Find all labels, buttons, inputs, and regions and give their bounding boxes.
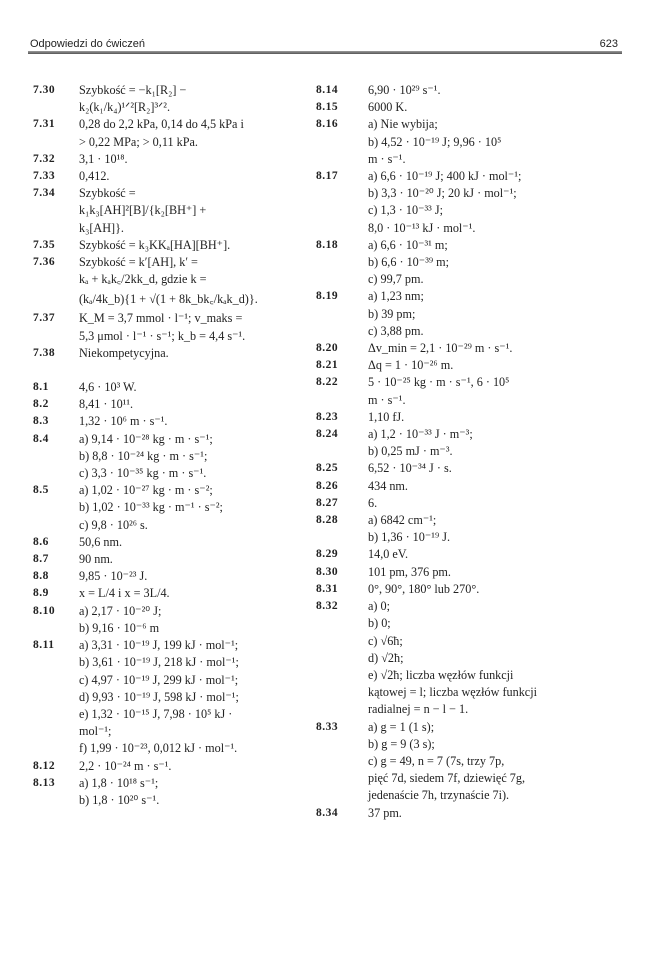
answer-line: a) 3,31 · 10⁻¹⁹ J, 199 kJ · mol⁻¹; (79, 638, 239, 653)
answer-text (368, 116, 616, 168)
answer-entry (33, 237, 305, 254)
answer-line: 8,41 · 10¹¹. (79, 397, 134, 412)
exercise-number: 8.2 (33, 398, 49, 411)
answer-line: 0°, 90°, 180° lub 270°. (368, 581, 480, 596)
answer-line: 5,3 μmol · l⁻¹ · s⁻¹; k_b = 4,4 s⁻¹. (79, 328, 246, 343)
answer-line: k₂(k₁/k₄)¹ᐟ²[R₂]³ᐟ². (79, 100, 171, 115)
exercise-number: 8.15 (316, 101, 339, 114)
answer-line: 434 nm. (368, 478, 408, 493)
answer-text (79, 310, 305, 344)
answer-line: 90 nm. (79, 552, 113, 567)
exercise-number: 8.10 (33, 604, 56, 617)
exercise-number: 8.28 (316, 514, 339, 527)
answer-line: b) 9,16 · 10⁻⁶ m (79, 620, 160, 635)
answer-entry (316, 598, 616, 718)
answer-line: e) √2ħ; liczba węzłów funkcji (368, 667, 514, 682)
answer-entry (33, 379, 305, 396)
answer-line: b) 1,02 · 10⁻³³ kg · m⁻¹ · s⁻²; (79, 500, 223, 515)
answer-line: m · s⁻¹. (368, 151, 406, 166)
exercise-number: 7.37 (33, 312, 56, 325)
exercise-number: 8.4 (33, 432, 49, 445)
answer-text (368, 99, 616, 116)
answer-text (79, 568, 305, 585)
answer-line: jedenaście 7h, trzynaście 7i). (368, 788, 510, 803)
answer-entry (33, 151, 305, 168)
answer-entry (33, 310, 305, 344)
answer-entry (316, 495, 616, 512)
answer-line: (kₐ/4k_b){1 + √(1 + 8k_bk꜀/kₐk_d)}. (79, 292, 258, 307)
answer-text (368, 598, 616, 718)
answer-text (79, 168, 305, 185)
exercise-number: 8.21 (316, 359, 339, 372)
answer-entry (316, 546, 616, 563)
answer-line: 37 pm. (368, 805, 402, 820)
answer-line: mol⁻¹; (79, 724, 112, 739)
answer-text (79, 254, 305, 310)
answer-line: > 0,22 MPa; > 0,11 kPa. (79, 134, 198, 149)
answer-line: b) 1,8 · 10²⁰ s⁻¹. (79, 792, 160, 807)
answer-entry (33, 568, 305, 585)
exercise-number: 7.34 (33, 187, 56, 200)
answer-text (368, 805, 616, 822)
answer-line: Δq = 1 · 10⁻²⁶ m. (368, 358, 454, 373)
answer-text (368, 460, 616, 477)
answer-line: 6. (368, 495, 378, 510)
exercise-number: 8.5 (33, 484, 49, 497)
answer-text (368, 357, 616, 374)
answer-entry (316, 564, 616, 581)
exercise-number: 8.24 (316, 428, 339, 441)
answer-text (79, 82, 305, 116)
answer-text (79, 151, 305, 168)
answer-text (368, 546, 616, 563)
answer-line: a) 1,02 · 10⁻²⁷ kg · m · s⁻²; (79, 483, 213, 498)
answer-entry (316, 82, 616, 99)
answer-entry (316, 168, 616, 237)
answer-line: d) √2ħ; (368, 650, 404, 665)
answer-text (79, 603, 305, 637)
answer-entry (33, 82, 305, 116)
answer-line: d) 9,93 · 10⁻¹⁹ J, 598 kJ · mol⁻¹; (79, 689, 239, 704)
answer-line: k₃[AH]}. (79, 220, 124, 235)
exercise-number: 8.29 (316, 548, 339, 561)
answer-text (79, 758, 305, 775)
answer-text (368, 82, 616, 99)
answer-entry (316, 719, 616, 805)
answer-text (368, 564, 616, 581)
answer-text (79, 585, 305, 602)
answer-line: Szybkość = (79, 186, 136, 201)
section-gap (33, 362, 305, 379)
exercise-number: 8.14 (316, 84, 339, 96)
answer-entry (33, 396, 305, 413)
exercise-number: 7.32 (33, 152, 56, 165)
exercise-number: 8.17 (316, 170, 339, 183)
answer-text (368, 340, 616, 357)
answer-entry (316, 581, 616, 598)
answer-text (368, 478, 616, 495)
exercise-number: 8.22 (316, 376, 339, 389)
answer-line: 6,90 · 10²⁹ s⁻¹. (368, 83, 441, 97)
answer-text (79, 237, 305, 254)
answer-line: e) 1,32 · 10⁻¹⁵ J, 7,98 · 10⁵ kJ · (79, 706, 233, 721)
exercise-number: 8.19 (316, 290, 339, 303)
answer-text (79, 345, 305, 362)
answer-entry (33, 185, 305, 237)
answer-line: 0,412. (79, 169, 110, 184)
answer-text (79, 413, 305, 430)
answer-entry (33, 431, 305, 483)
answer-entry (33, 637, 305, 757)
answer-entry (316, 288, 616, 340)
answer-entry (316, 478, 616, 495)
exercise-number: 8.3 (33, 415, 49, 428)
exercise-number: 8.16 (316, 118, 339, 131)
answer-text (368, 581, 616, 598)
answer-text (368, 719, 616, 805)
answer-text (368, 374, 616, 408)
answer-entry (316, 426, 616, 460)
exercise-number: 8.34 (316, 806, 339, 819)
answer-line: b) 0,25 mJ · m⁻³. (368, 444, 453, 459)
header-title: Odpowiedzi do ćwiczeń (30, 38, 145, 50)
answer-line: b) 39 pm; (368, 306, 416, 321)
answer-line: x = L/4 i x = 3L/4. (79, 586, 170, 601)
answer-line: a) 9,14 · 10⁻²⁸ kg · m · s⁻¹; (79, 431, 213, 446)
answer-line: c) 1,3 · 10⁻³³ J; (368, 203, 444, 218)
answer-line: c) g = 49, n = 7 (7s, trzy 7p, (368, 753, 505, 768)
answer-text (368, 168, 616, 237)
answer-entry (33, 482, 305, 534)
exercise-number: 7.36 (33, 256, 56, 269)
answer-line: b) 8,8 · 10⁻²⁴ kg · m · s⁻¹; (79, 448, 208, 463)
page-number: 623 (599, 38, 618, 50)
answer-text (79, 775, 305, 809)
answer-line: 2,2 · 10⁻²⁴ m · s⁻¹. (79, 758, 172, 773)
answer-entry (33, 413, 305, 430)
answer-line: Δv_min = 2,1 · 10⁻²⁹ m · s⁻¹. (368, 341, 513, 356)
answer-line: a) 0; (368, 599, 390, 614)
answer-line: 8,0 · 10⁻¹³ kJ · mol⁻¹. (368, 220, 476, 235)
answer-line: b) 6,6 · 10⁻³⁹ m; (368, 255, 450, 270)
answer-line: k₁k₃[AH]²[B]/{k₂[BH⁺] + (79, 203, 207, 218)
answer-entry (33, 254, 305, 310)
answer-entry (33, 585, 305, 602)
answer-line: b) g = 9 (3 s); (368, 736, 435, 751)
answer-text (368, 237, 616, 289)
answer-line: b) 4,52 · 10⁻¹⁹ J; 9,96 · 10⁵ (368, 134, 502, 149)
answer-entry (33, 758, 305, 775)
answer-line: 101 pm, 376 pm. (368, 564, 451, 579)
answer-line: Szybkość = −k₁[R₂] − (79, 83, 187, 97)
answer-entry (33, 116, 305, 150)
exercise-number: 8.18 (316, 238, 339, 251)
answer-line: 14,0 eV. (368, 547, 409, 562)
answer-line: c) 3,88 pm. (368, 323, 424, 338)
answer-line: 3,1 · 10¹⁸. (79, 151, 128, 166)
answer-line: 1,32 · 10⁶ m · s⁻¹. (79, 414, 168, 429)
answer-line: f) 1,99 · 10⁻²³, 0,012 kJ · mol⁻¹. (79, 741, 238, 756)
answer-line: c) 99,7 pm. (368, 272, 424, 287)
exercise-number: 8.6 (33, 535, 49, 548)
answer-line: Szybkość = k′[AH], k′ = (79, 255, 198, 270)
exercise-number: 8.27 (316, 496, 339, 509)
answer-entry (316, 357, 616, 374)
answer-entry (33, 345, 305, 362)
exercise-number: 8.13 (33, 776, 56, 789)
exercise-number: 8.23 (316, 410, 339, 423)
exercise-number: 8.9 (33, 587, 49, 600)
answer-line: b) 3,61 · 10⁻¹⁹ J, 218 kJ · mol⁻¹; (79, 655, 239, 670)
answer-line: 6,52 · 10⁻³⁴ J · s. (368, 461, 452, 476)
answer-entry (33, 534, 305, 551)
exercise-number: 8.26 (316, 479, 339, 492)
exercise-number: 8.1 (33, 381, 49, 394)
answer-text (368, 426, 616, 460)
answer-entry (316, 460, 616, 477)
answer-text (79, 482, 305, 534)
exercise-number: 8.12 (33, 759, 56, 772)
answer-text (79, 551, 305, 568)
answer-line: a) 2,17 · 10⁻²⁰ J; (79, 603, 162, 618)
answer-line: 4,6 · 10³ W. (79, 380, 137, 395)
exercise-number: 8.8 (33, 570, 49, 583)
answer-line: a) 6,6 · 10⁻¹⁹ J; 400 kJ · mol⁻¹; (368, 169, 522, 184)
answer-entry (33, 603, 305, 637)
answer-line: b) 3,3 · 10⁻²⁰ J; 20 kJ · mol⁻¹; (368, 186, 517, 201)
answer-line: a) 1,8 · 10¹⁸ s⁻¹; (79, 775, 159, 790)
answer-text (79, 185, 305, 237)
left-column (33, 82, 305, 809)
answer-line: pięć 7d, siedem 7f, dziewięć 7g, (368, 771, 526, 786)
exercise-number: 8.32 (316, 600, 339, 613)
right-column (316, 82, 616, 822)
answer-entry (33, 168, 305, 185)
answer-line: 9,85 · 10⁻²³ J. (79, 569, 148, 584)
exercise-number: 7.31 (33, 118, 56, 131)
answer-line: Niekompetycyjna. (79, 345, 169, 360)
answer-line: a) 1,23 nm; (368, 289, 424, 304)
running-header (30, 30, 618, 50)
answer-line: c) 4,97 · 10⁻¹⁹ J, 299 kJ · mol⁻¹; (79, 672, 239, 687)
answer-line: kątowej = l; liczba węzłów funkcji (368, 685, 537, 700)
exercise-number: 8.30 (316, 565, 339, 578)
answer-entry (316, 116, 616, 168)
answer-line: 1,10 fJ. (368, 409, 405, 424)
answer-entry (316, 374, 616, 408)
exercise-number: 8.31 (316, 582, 339, 595)
answer-line: b) 1,36 · 10⁻¹⁹ J. (368, 530, 451, 545)
answer-line: c) √6ħ; (368, 633, 403, 648)
answer-line: c) 9,8 · 10²⁶ s. (79, 517, 148, 532)
answer-line: radialnej = n − l − 1. (368, 702, 469, 717)
answer-line: c) 3,3 · 10⁻³⁵ kg · m · s⁻¹. (79, 466, 207, 481)
answer-text (368, 495, 616, 512)
answer-text (79, 116, 305, 150)
answer-entry (316, 409, 616, 426)
answer-text (368, 512, 616, 546)
answer-text (79, 396, 305, 413)
answer-entry (33, 775, 305, 809)
answer-entry (316, 512, 616, 546)
answer-line: 50,6 nm. (79, 534, 122, 549)
answer-entry (316, 237, 616, 289)
answer-text (79, 431, 305, 483)
answer-line: 0,28 do 2,2 kPa, 0,14 do 4,5 kPa i (79, 117, 244, 132)
answer-entry (33, 551, 305, 568)
answer-entry (316, 340, 616, 357)
exercise-number: 8.33 (316, 720, 339, 733)
answer-entry (316, 99, 616, 116)
exercise-number: 7.33 (33, 170, 56, 183)
exercise-number: 8.11 (33, 639, 55, 652)
answer-line: a) 6842 cm⁻¹; (368, 513, 437, 528)
answer-text (79, 379, 305, 396)
answer-line: kₐ + kₐk꜀/2kk_d, gdzie k = (79, 272, 207, 287)
answer-line: K_M = 3,7 mmol · l⁻¹; v_maks = (79, 311, 243, 326)
exercise-number: 8.20 (316, 342, 339, 355)
answer-line: a) 1,2 · 10⁻³³ J · m⁻³; (368, 427, 473, 442)
header-rule (28, 51, 622, 54)
answer-line: a) g = 1 (1 s); (368, 719, 435, 734)
exercise-number: 7.30 (33, 84, 56, 96)
exercise-number: 8.25 (316, 462, 339, 475)
answer-line: m · s⁻¹. (368, 392, 406, 407)
exercise-number: 8.7 (33, 553, 49, 566)
exercise-number: 7.38 (33, 346, 56, 359)
answer-text (368, 409, 616, 426)
answer-text (368, 288, 616, 340)
answer-text (79, 534, 305, 551)
answer-line: 5 · 10⁻²⁵ kg · m · s⁻¹, 6 · 10⁵ (368, 375, 510, 390)
answer-line: a) Nie wybija; (368, 117, 438, 132)
answer-text (79, 637, 305, 757)
answer-line: b) 0; (368, 616, 391, 631)
exercise-number: 7.35 (33, 238, 56, 251)
answer-line: 6000 K. (368, 100, 408, 115)
answer-entry (316, 805, 616, 822)
answer-line: a) 6,6 · 10⁻³¹ m; (368, 237, 448, 252)
answer-line: Szybkość = k₃KKₐ[HA][BH⁺]. (79, 237, 231, 252)
